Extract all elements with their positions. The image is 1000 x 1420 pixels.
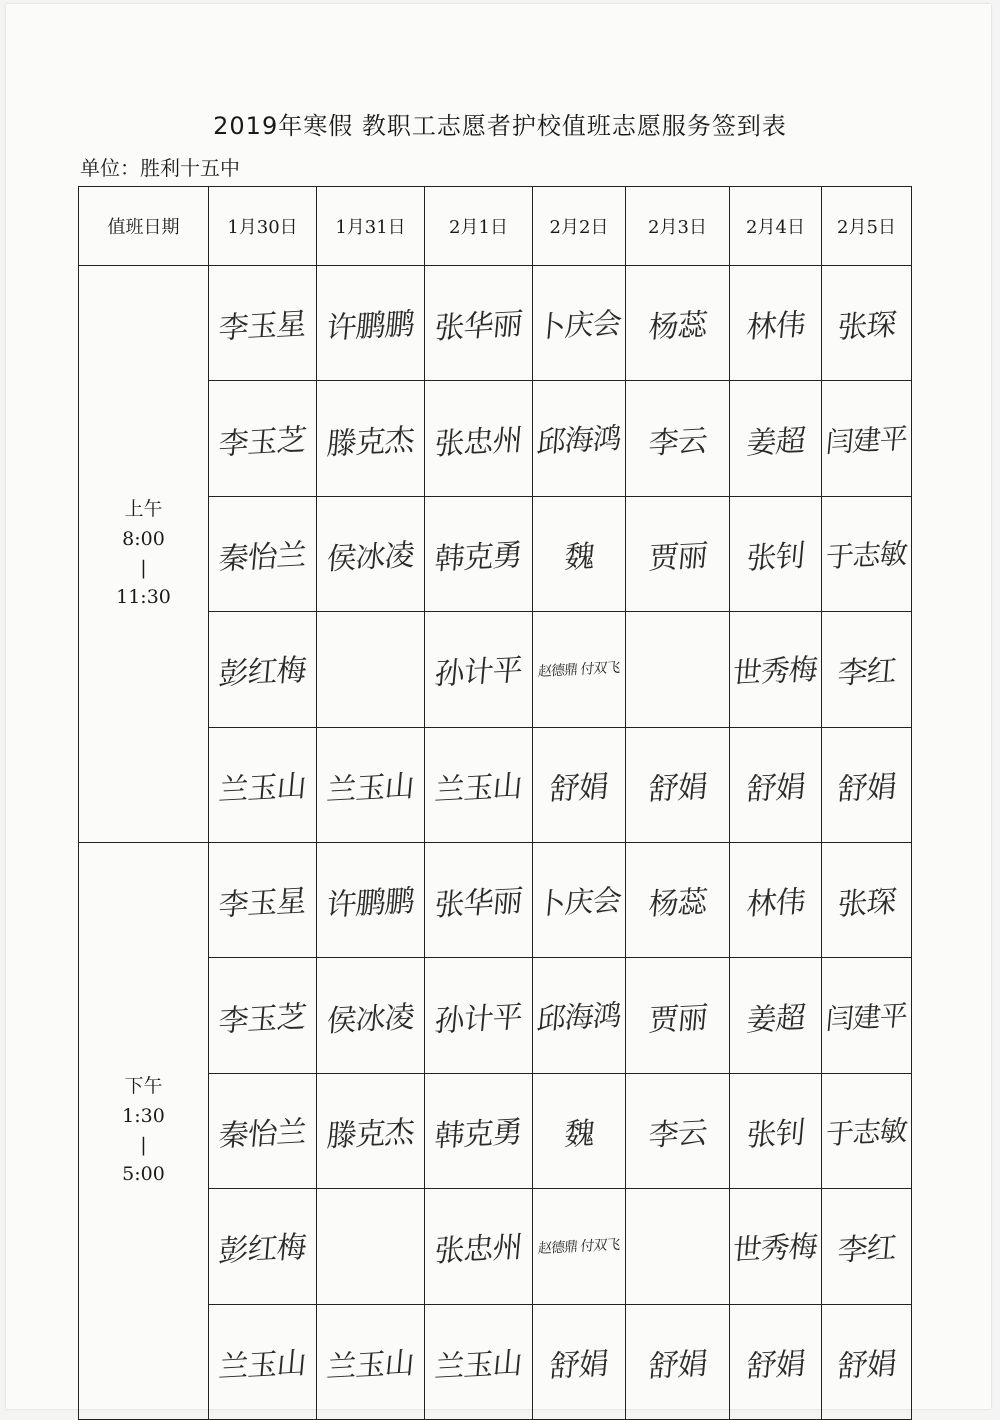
signature: 世秀梅 — [731, 651, 819, 691]
signature: 舒娟 — [548, 1346, 610, 1385]
table-body — [79, 266, 912, 1420]
signature: 舒娟 — [744, 769, 806, 808]
signature-cell — [730, 727, 822, 842]
period-end: 11:30 — [116, 586, 171, 609]
period-sep: | — [140, 1133, 147, 1156]
signature: 卜庆会 — [535, 305, 623, 344]
signature-cell — [730, 612, 822, 727]
signature-cell — [209, 958, 317, 1073]
signature-cell — [533, 1304, 626, 1419]
signature: 杨蕊 — [646, 884, 708, 923]
signature: 世秀梅 — [731, 1228, 819, 1268]
signature: 滕克杰 — [325, 422, 416, 462]
signature: 卜庆会 — [535, 882, 623, 921]
signature-cell — [425, 1304, 533, 1419]
signature: 兰玉山 — [217, 768, 308, 809]
signature-cell — [533, 381, 626, 496]
signature: 张琛 — [835, 884, 897, 923]
signature: 邱海鸿 — [535, 420, 623, 460]
signature: 闫建平 — [824, 421, 909, 459]
signature-cell — [822, 496, 912, 611]
signature: 赵德鼎 付双飞 — [537, 1237, 621, 1258]
signature-cell — [626, 381, 730, 496]
signature: 张忠州 — [433, 1229, 524, 1270]
signature-cell — [822, 1304, 912, 1419]
signature-cell — [317, 842, 425, 957]
signature: 舒娟 — [548, 769, 610, 808]
signature-cell — [317, 1073, 425, 1188]
signature-cell — [730, 381, 822, 496]
signature-cell — [209, 496, 317, 611]
signature-cell — [425, 381, 533, 496]
signature-cell — [533, 496, 626, 611]
signature: 贾丽 — [646, 538, 708, 577]
signature-cell — [730, 266, 822, 381]
signature-cell — [317, 612, 425, 727]
header-row — [79, 187, 912, 266]
date-header: 2月2日 — [533, 187, 626, 266]
signature: 闫建平 — [824, 998, 909, 1036]
signature: 邱海鸿 — [535, 997, 623, 1037]
signature-cell — [425, 958, 533, 1073]
signature-cell — [425, 842, 533, 957]
signature-cell — [209, 1073, 317, 1188]
signature-cell — [209, 612, 317, 727]
signature-cell — [317, 381, 425, 496]
signature-cell — [425, 266, 533, 381]
signature: 姜超 — [744, 999, 806, 1039]
unit-label: 单位：胜利十五中 — [80, 156, 240, 180]
signature-cell — [822, 842, 912, 957]
signature: 舒娟 — [646, 1346, 708, 1385]
signature-cell — [626, 727, 730, 842]
signature-cell — [209, 381, 317, 496]
period-cell — [79, 266, 209, 843]
signature-cell — [425, 1189, 533, 1304]
signature-cell — [626, 266, 730, 381]
signature-cell — [425, 496, 533, 611]
document-title: 2019年寒假 教职工志愿者护校值班志愿服务签到表 — [213, 112, 787, 140]
signature-cell — [626, 842, 730, 957]
period-start: 8:00 — [122, 527, 165, 550]
signature-cell — [730, 842, 822, 957]
date-header: 2月5日 — [822, 187, 912, 266]
signature: 滕克杰 — [325, 1114, 416, 1155]
period-end: 5:00 — [122, 1163, 165, 1186]
table-row — [79, 266, 912, 381]
signature: 于志敏 — [824, 1113, 909, 1152]
signature: 李云 — [646, 422, 708, 462]
signature: 韩克勇 — [433, 537, 524, 578]
signature-cell — [209, 842, 317, 957]
signature: 李玉芝 — [217, 999, 308, 1039]
signature-cell — [533, 842, 626, 957]
signature: 秦怡兰 — [217, 1114, 308, 1155]
signature-cell — [730, 1073, 822, 1188]
signature-cell — [730, 958, 822, 1073]
signature-cell — [626, 1189, 730, 1304]
signature-cell — [317, 496, 425, 611]
signature: 兰玉山 — [325, 1345, 416, 1386]
signature-cell — [626, 496, 730, 611]
signature-cell — [533, 612, 626, 727]
signature-cell — [626, 612, 730, 727]
signature: 韩克勇 — [433, 1114, 524, 1155]
signature: 侯冰凌 — [325, 999, 416, 1039]
signature: 张忠州 — [433, 422, 524, 462]
signature: 李玉星 — [217, 883, 308, 924]
signature-cell — [822, 381, 912, 496]
signature: 孙计平 — [433, 652, 524, 693]
signature: 张琛 — [835, 307, 897, 346]
signature: 许鹏鹏 — [325, 883, 416, 924]
signature-cell — [209, 1304, 317, 1419]
signature-cell — [209, 727, 317, 842]
signature-cell — [317, 727, 425, 842]
signature: 彭红梅 — [217, 1229, 308, 1270]
signature: 秦怡兰 — [217, 537, 308, 578]
signature: 张华丽 — [433, 883, 524, 924]
signature-cell — [533, 1073, 626, 1188]
signature-cell — [317, 958, 425, 1073]
period-label: 上午 — [124, 498, 163, 521]
signature-cell — [209, 1189, 317, 1304]
signature-cell — [822, 727, 912, 842]
signature: 李玉芝 — [217, 422, 308, 462]
signature: 魏 — [562, 1116, 595, 1153]
period-sep: | — [140, 556, 147, 579]
signature: 李玉星 — [217, 306, 308, 347]
signature: 舒娟 — [835, 769, 897, 808]
sign-in-table — [78, 186, 912, 1420]
date-header: 2月4日 — [730, 187, 822, 266]
table-row — [79, 842, 912, 957]
signature: 林伟 — [744, 884, 806, 923]
signature: 李云 — [646, 1115, 708, 1154]
signature-cell — [822, 1189, 912, 1304]
signature-cell — [822, 266, 912, 381]
signature-cell — [822, 1073, 912, 1188]
signature: 兰玉山 — [433, 768, 524, 809]
signature-cell — [533, 266, 626, 381]
signature: 舒娟 — [646, 769, 708, 808]
signature: 林伟 — [744, 307, 806, 346]
signature-cell — [209, 266, 317, 381]
signature: 李红 — [835, 653, 897, 693]
signature: 孙计平 — [433, 999, 524, 1039]
signature: 赵德鼎 付双飞 — [537, 660, 621, 681]
signature-cell — [626, 958, 730, 1073]
date-header: 1月31日 — [317, 187, 425, 266]
date-header: 1月30日 — [209, 187, 317, 266]
period-label: 下午 — [124, 1075, 163, 1098]
signature-cell — [533, 727, 626, 842]
signature: 姜超 — [744, 422, 806, 462]
period-cell — [79, 842, 209, 1419]
signature: 兰玉山 — [433, 1345, 524, 1386]
signature: 杨蕊 — [646, 307, 708, 346]
signature-cell — [822, 958, 912, 1073]
date-header: 2月3日 — [626, 187, 730, 266]
signature: 李红 — [835, 1230, 897, 1269]
signature: 张钊 — [744, 538, 806, 577]
signature: 舒娟 — [835, 1346, 897, 1385]
signature-cell — [317, 266, 425, 381]
header-label: 值班日期 — [79, 187, 209, 266]
signature: 许鹏鹏 — [325, 306, 416, 347]
signature-cell — [533, 1189, 626, 1304]
signature: 兰玉山 — [325, 768, 416, 809]
signature: 舒娟 — [744, 1346, 806, 1385]
signature-cell — [425, 612, 533, 727]
date-header: 2月1日 — [425, 187, 533, 266]
signature: 彭红梅 — [217, 652, 308, 693]
signature-cell — [626, 1304, 730, 1419]
signature-cell — [730, 1189, 822, 1304]
signature-cell — [822, 612, 912, 727]
signature-cell — [626, 1073, 730, 1188]
signature: 贾丽 — [646, 999, 708, 1039]
signature-cell — [730, 1304, 822, 1419]
signature-cell — [533, 958, 626, 1073]
signature-cell — [730, 496, 822, 611]
signature: 于志敏 — [824, 536, 909, 575]
signature-cell — [425, 1073, 533, 1188]
signature: 魏 — [562, 539, 595, 576]
signature-cell — [317, 1189, 425, 1304]
signature: 张钊 — [744, 1115, 806, 1154]
signature-cell — [317, 1304, 425, 1419]
signature: 兰玉山 — [217, 1345, 308, 1386]
signature: 张华丽 — [433, 306, 524, 347]
signature: 侯冰凌 — [325, 537, 416, 578]
period-start: 1:30 — [122, 1104, 165, 1127]
signature-cell — [425, 727, 533, 842]
